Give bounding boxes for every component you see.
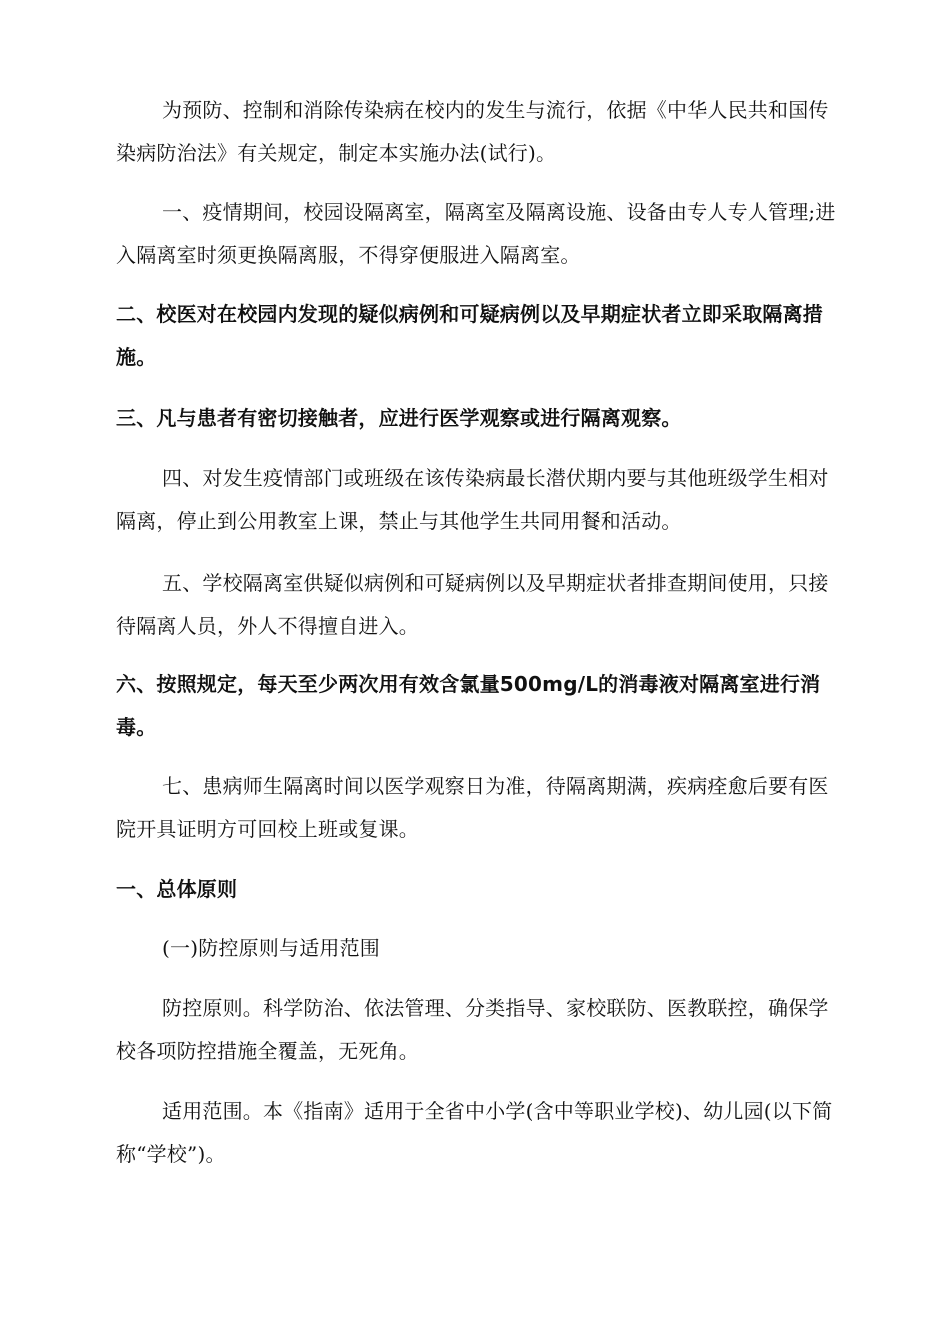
paragraph-item-4: 四、对发生疫情部门或班级在该传染病最长潜伏期内要与其他班级学生相对隔离，停止到公用教室上课，禁止与其他学生共同用餐和活动。 — [116, 466, 829, 533]
paragraph-item-3: 三、凡与患者有密切接触者，应进行医学观察或进行隔离观察。 — [116, 406, 682, 430]
section-heading: 一、总体原则 — [116, 877, 238, 901]
paragraph-scope: 适用范围。本《指南》适用于全省中小学(含中等职业学校)、幼儿园(以下简称“学校”)。 — [116, 1099, 833, 1166]
paragraph-item-5: 五、学校隔离室供疑似病例和可疑病例以及早期症状者排查期间使用，只接待隔离人员，外人不得擅自进入。 — [116, 571, 829, 638]
paragraph-principles: 防控原则。科学防治、依法管理、分类指导、家校联防、医教联控，确保学校各项防控措施全覆盖，无死角。 — [116, 996, 829, 1063]
paragraph-item-6: 六、按照规定，每天至少两次用有效含氯量500mg/L的消毒液对隔离室进行消毒。 — [116, 672, 821, 739]
paragraph-item-2: 二、校医对在校园内发现的疑似病例和可疑病例以及早期症状者立即采取隔离措施。 — [116, 302, 823, 369]
paragraph-intro: 为预防、控制和消除传染病在校内的发生与流行，依据《中华人民共和国传染病防治法》有关规定，制定本实施办法(试行)。 — [116, 98, 829, 165]
subsection-heading: (一)防控原则与适用范围 — [162, 936, 381, 960]
paragraph-item-1: 一、疫情期间，校园设隔离室，隔离室及隔离设施、设备由专人专人管理;进入隔离室时须更换隔离服，不得穿便服进入隔离室。 — [116, 200, 836, 267]
paragraph-item-7: 七、患病师生隔离时间以医学观察日为准，待隔离期满，疾病痊愈后要有医院开具证明方可回校上班或复课。 — [116, 774, 829, 841]
